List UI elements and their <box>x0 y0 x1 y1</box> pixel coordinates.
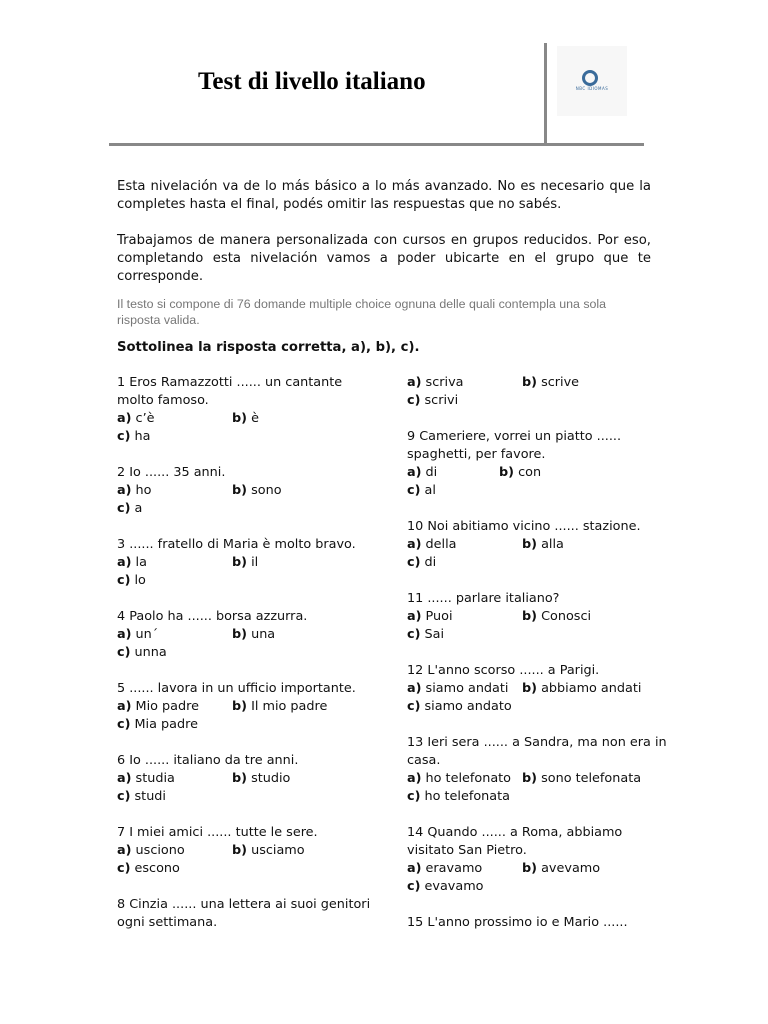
answer-option-c[interactable] <box>117 500 142 518</box>
option-letter: b) <box>232 771 248 786</box>
option-letter: c) <box>117 501 131 516</box>
question-text: 2 Io ...... 35 anni. <box>117 465 226 480</box>
question <box>407 734 667 806</box>
answer-option-c[interactable] <box>117 716 198 734</box>
option-text: unna <box>130 645 167 660</box>
option-letter: c) <box>407 879 421 894</box>
answer-option-a[interactable] <box>117 482 152 500</box>
question-text: 5 ...... lavora in un ufficio importante. <box>117 681 356 696</box>
option-letter: b) <box>522 771 538 786</box>
options-row <box>407 878 667 896</box>
answer-option-c[interactable] <box>117 644 167 662</box>
option-text: al <box>420 483 436 498</box>
answer-option-b[interactable] <box>522 860 600 878</box>
question-text: 7 I miei amici ...... tutte le sere. <box>117 825 318 840</box>
option-letter: a) <box>117 699 132 714</box>
answer-option-a[interactable] <box>117 410 155 428</box>
answer-option-a[interactable] <box>407 464 437 482</box>
option-text: Mio padre <box>131 699 199 714</box>
answer-option-b[interactable] <box>499 464 541 482</box>
option-text: ha <box>130 429 151 444</box>
question-text: 3 ...... fratello di Maria è molto bravo. <box>117 537 356 552</box>
instruction: Sottolinea la risposta corretta, a), b), c). <box>117 340 420 355</box>
answer-option-c[interactable] <box>407 626 444 644</box>
question-text: 11 ...... parlare italiano? <box>407 591 560 606</box>
options-row <box>117 788 377 806</box>
option-text: una <box>247 627 276 642</box>
options-row <box>407 374 667 392</box>
option-text: evavamo <box>420 879 484 894</box>
question <box>407 590 667 644</box>
answer-option-a[interactable] <box>407 860 482 878</box>
options-row <box>407 626 667 644</box>
option-letter: b) <box>232 411 248 426</box>
question <box>407 518 667 572</box>
answer-option-c[interactable] <box>407 878 484 896</box>
answer-option-b[interactable] <box>232 482 282 500</box>
option-letter: a) <box>117 483 132 498</box>
option-text: sono telefonata <box>537 771 642 786</box>
intro-paragraph-2: Trabajamos de manera personalizada con cursos en grupos reducidos. Por eso, completando esta nivelación vamos a poder ubicarte en el grupo que te corresponde. <box>117 233 651 284</box>
question-text: 4 Paolo ha ...... borsa azzurra. <box>117 609 308 624</box>
option-text: scriva <box>421 375 464 390</box>
question-text: 8 Cinzia ...... una lettera ai suoi genitori ogni settimana. <box>117 897 371 930</box>
document-title: Test di livello italiano <box>198 68 426 95</box>
option-text: sono <box>247 483 282 498</box>
question <box>407 428 667 500</box>
question <box>117 752 377 806</box>
option-text: Sai <box>420 627 445 642</box>
question <box>117 896 377 932</box>
option-letter: b) <box>499 465 515 480</box>
options-row <box>407 482 667 500</box>
question <box>407 662 667 716</box>
option-text: della <box>421 537 457 552</box>
answer-option-c[interactable] <box>407 698 512 716</box>
option-text: ho telefonata <box>420 789 510 804</box>
answer-option-c[interactable] <box>117 788 166 806</box>
logo <box>557 46 627 116</box>
question-text: 14 Quando ...... a Roma, abbiamo visitato San Pietro. <box>407 825 623 858</box>
options-row <box>117 698 377 716</box>
option-text: la <box>131 555 147 570</box>
option-letter: a) <box>407 537 422 552</box>
option-letter: c) <box>117 429 131 444</box>
question-text: 6 Io ...... italiano da tre anni. <box>117 753 299 768</box>
answer-option-a[interactable] <box>117 554 147 572</box>
option-text: a <box>130 501 143 516</box>
options-row <box>117 410 377 428</box>
option-text: Il mio padre <box>247 699 328 714</box>
answer-option-c[interactable] <box>117 860 180 878</box>
answer-option-b[interactable] <box>522 374 579 392</box>
option-letter: c) <box>117 645 131 660</box>
option-letter: c) <box>117 717 131 732</box>
answer-option-b[interactable] <box>522 608 591 626</box>
answer-option-a[interactable] <box>117 842 185 860</box>
option-text: siamo andati <box>421 681 509 696</box>
option-text: escono <box>130 861 180 876</box>
option-letter: a) <box>407 465 422 480</box>
answer-option-b[interactable] <box>232 698 327 716</box>
answer-option-a[interactable] <box>407 680 508 698</box>
question-text: 1 Eros Ramazzotti ...... un cantante molto famoso. <box>117 375 343 408</box>
options-row <box>117 554 377 572</box>
option-letter: b) <box>522 537 538 552</box>
option-letter: b) <box>522 609 538 624</box>
option-text: c’è <box>131 411 155 426</box>
option-text: abbiamo andati <box>537 681 642 696</box>
options-row <box>407 536 667 554</box>
question-text: 13 Ieri sera ...... a Sandra, ma non era in casa. <box>407 735 667 768</box>
options-row <box>407 860 667 878</box>
options-row <box>407 554 667 572</box>
options-row <box>117 644 377 662</box>
question <box>407 374 667 410</box>
option-text: di <box>421 465 438 480</box>
question <box>117 680 377 734</box>
header-horizontal-divider <box>109 143 644 146</box>
question-text: 12 L'anno scorso ...... a Parigi. <box>407 663 600 678</box>
answer-option-b[interactable] <box>232 770 290 788</box>
answer-option-b[interactable] <box>522 680 641 698</box>
question-text: 10 Noi abitiamo vicino ...... stazione. <box>407 519 641 534</box>
options-row <box>117 842 377 860</box>
option-letter: b) <box>522 861 538 876</box>
options-row <box>117 716 377 734</box>
options-row <box>407 770 667 788</box>
intro-paragraph-1: Esta nivelación va de lo más básico a lo más avanzado. No es necesario que la completes hasta el final, podés omitir las respuestas que no sabés. <box>117 179 651 212</box>
option-text: studio <box>247 771 291 786</box>
option-text: eravamo <box>421 861 483 876</box>
option-letter: b) <box>522 375 538 390</box>
question <box>117 536 377 590</box>
option-text: usciono <box>131 843 185 858</box>
header-vertical-divider <box>544 43 547 144</box>
answer-option-c[interactable] <box>117 572 146 590</box>
answer-option-a[interactable] <box>407 608 453 626</box>
options-row <box>117 572 377 590</box>
option-letter: a) <box>407 771 422 786</box>
answer-option-c[interactable] <box>407 788 510 806</box>
option-text: scrive <box>537 375 580 390</box>
question-text: 9 Cameriere, vorrei un piatto ...... spaghetti, per favore. <box>407 429 622 462</box>
options-row <box>407 680 667 698</box>
option-letter: c) <box>117 861 131 876</box>
option-letter: c) <box>117 789 131 804</box>
option-letter: a) <box>117 627 132 642</box>
option-text: alla <box>537 537 564 552</box>
answer-option-c[interactable] <box>117 428 150 446</box>
option-letter: b) <box>232 699 248 714</box>
options-row <box>117 500 377 518</box>
questions-left-column <box>117 374 377 950</box>
question <box>117 824 377 878</box>
questions-right-column <box>407 374 667 950</box>
question <box>117 374 377 446</box>
answer-option-a[interactable] <box>117 626 158 644</box>
option-letter: a) <box>117 771 132 786</box>
answer-option-a[interactable] <box>407 374 464 392</box>
option-letter: b) <box>232 555 248 570</box>
options-row <box>407 392 667 410</box>
options-row <box>117 860 377 878</box>
option-text: usciamo <box>247 843 305 858</box>
option-letter: a) <box>117 843 132 858</box>
options-row <box>117 482 377 500</box>
options-row <box>407 788 667 806</box>
option-text: scrivi <box>420 393 459 408</box>
option-text: avevamo <box>537 861 601 876</box>
answer-option-b[interactable] <box>232 842 305 860</box>
answer-option-c[interactable] <box>407 392 458 410</box>
option-text: studia <box>131 771 175 786</box>
options-row <box>407 698 667 716</box>
option-letter: a) <box>407 609 422 624</box>
option-letter: c) <box>407 483 421 498</box>
option-letter: a) <box>407 681 422 696</box>
option-text: lo <box>130 573 146 588</box>
options-row <box>117 770 377 788</box>
options-row <box>407 608 667 626</box>
answer-option-b[interactable] <box>232 626 275 644</box>
option-letter: b) <box>522 681 538 696</box>
options-row <box>407 464 667 482</box>
option-letter: b) <box>232 627 248 642</box>
option-text: studi <box>130 789 166 804</box>
answer-option-b[interactable] <box>522 770 641 788</box>
option-text: Conosci <box>537 609 592 624</box>
answer-option-a[interactable] <box>117 698 199 716</box>
logo-ring-icon <box>582 70 598 86</box>
option-text: ho <box>131 483 152 498</box>
option-letter: c) <box>407 699 421 714</box>
option-letter: a) <box>117 555 132 570</box>
option-letter: c) <box>407 627 421 642</box>
options-row <box>117 626 377 644</box>
answer-option-a[interactable] <box>407 770 511 788</box>
option-letter: a) <box>407 375 422 390</box>
answer-option-b[interactable] <box>232 554 258 572</box>
answer-option-c[interactable] <box>407 554 436 572</box>
question <box>117 464 377 518</box>
option-text: siamo andato <box>420 699 512 714</box>
question <box>407 914 667 932</box>
option-text: Puoi <box>421 609 453 624</box>
option-text: ho telefonato <box>421 771 512 786</box>
options-row <box>117 428 377 446</box>
option-letter: c) <box>117 573 131 588</box>
test-note: Il testo si compone di 76 domande multiple choice ognuna delle quali contempla una sola risposta valida. <box>117 297 607 327</box>
option-text: Mia padre <box>130 717 198 732</box>
question-text: 15 L'anno prossimo io e Mario ...... <box>407 915 628 930</box>
answer-option-b[interactable] <box>232 410 259 428</box>
answer-option-a[interactable] <box>117 770 175 788</box>
option-text: con <box>514 465 542 480</box>
option-text: è <box>247 411 259 426</box>
option-letter: a) <box>407 861 422 876</box>
option-text: di <box>420 555 437 570</box>
question <box>117 608 377 662</box>
option-text: il <box>247 555 259 570</box>
option-letter: b) <box>232 843 248 858</box>
option-letter: c) <box>407 393 421 408</box>
option-letter: c) <box>407 789 421 804</box>
answer-option-c[interactable] <box>407 482 436 500</box>
question <box>407 824 667 896</box>
option-text: un´ <box>131 627 159 642</box>
logo-text: NBC IDIOMAS <box>575 86 609 91</box>
answer-option-b[interactable] <box>522 536 564 554</box>
option-letter: a) <box>117 411 132 426</box>
option-letter: c) <box>407 555 421 570</box>
option-letter: b) <box>232 483 248 498</box>
answer-option-a[interactable] <box>407 536 457 554</box>
